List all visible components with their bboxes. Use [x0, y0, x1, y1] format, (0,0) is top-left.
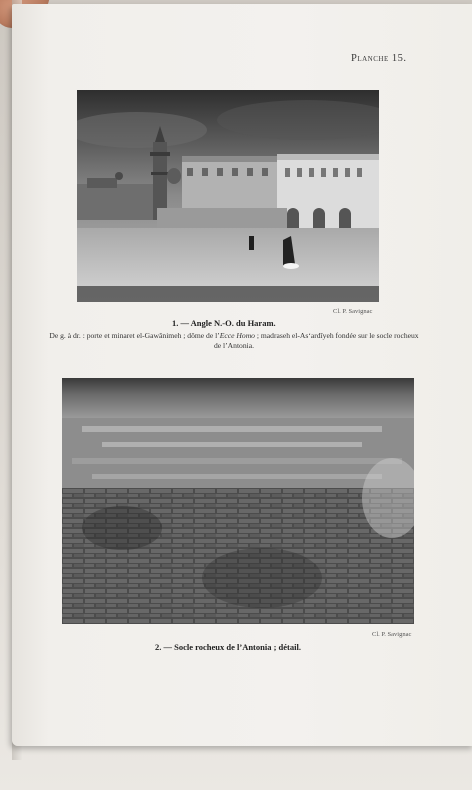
photo2-title: 2. — Socle rocheux de l’Antonia ; détail. [155, 642, 301, 652]
photo-haram-corner [77, 90, 379, 302]
photo1-description [48, 331, 420, 351]
photo1-credit: Cl. P. Savignac [333, 308, 373, 315]
photo1-description-a: De g. à dr. : porte et minaret el-Gawânimeh ; dôme de l’ [49, 331, 220, 340]
photo-antonia-rock [62, 378, 414, 624]
photo1-title: 1. — Angle N.-O. du Haram. [172, 318, 276, 328]
photo1-description-b: ; madraseh el-As‘ardîyeh fondée sur le socle rocheux de l’Antonia. [213, 331, 419, 350]
plate-label: Planche 15. [351, 53, 407, 64]
photo2-credit: Cl. P. Savignac [372, 631, 412, 638]
photo1-description-italic: Ecce Homo [219, 331, 255, 340]
